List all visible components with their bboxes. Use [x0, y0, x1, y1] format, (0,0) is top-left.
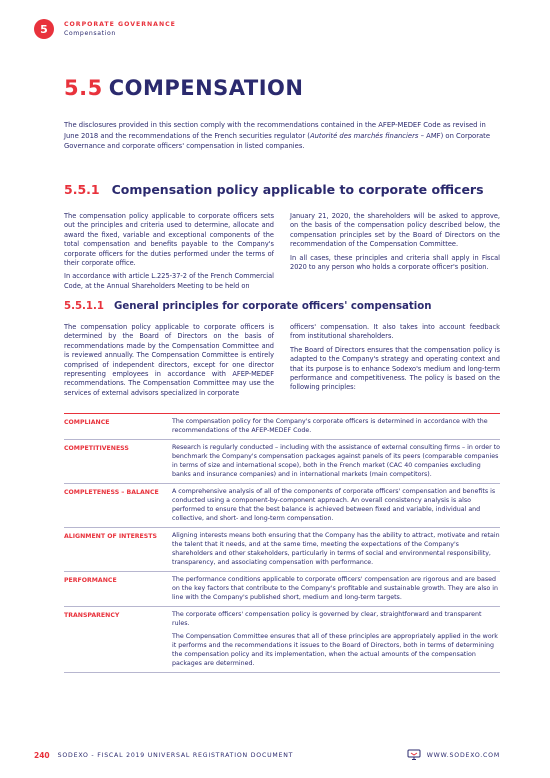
- intro-italic: Autorité des marchés financiers: [309, 131, 419, 140]
- paragraph: The performance conditions applicable to corporate officers' compensation are rigorous and are based on the key factors that contribute to the Company's profitable and sustainable growth. They are also in line with the Company's published short, medium and long-term targets.: [172, 576, 498, 601]
- paragraph: The corporate officers' compensation policy is governed by clear, straightforward and transparent rules.: [172, 611, 482, 627]
- principle-term: PERFORMANCE: [64, 577, 117, 584]
- page-number: 240: [34, 750, 50, 760]
- principle-description: [172, 487, 500, 523]
- section-number: 5.5.1: [64, 182, 100, 197]
- paragraph: The compensation policy applicable to corporate officers sets out the principles and criteria used to determine, allocate and award the fixed, variable and exceptional components of the total compensation and benefits payable to the Company's corporate officers for the duties performed under the terms of their corporate office.: [64, 212, 274, 268]
- right-column: [290, 323, 500, 402]
- right-column: [290, 212, 500, 295]
- website-url[interactable]: WWW.SODEXO.COM: [426, 751, 500, 759]
- document-title: SODEXO - FISCAL 2019 UNIVERSAL REGISTRATION DOCUMENT: [57, 751, 294, 759]
- section-heading-5-5-1: [64, 182, 484, 197]
- paragraph: The Board of Directors ensures that the compensation policy is adapted to the Company's strategy and operating context and that its purpose is to enhance Sodexo's medium and long-term performance and competitiveness. The policy is based on the following principles:: [290, 345, 500, 392]
- subsection-number: 5.5.1.1: [64, 301, 104, 312]
- intro-text-1: The disclosures provided in this section comply with the recommendations contained in the AFEP-MEDEF Code as revised in June 2018 and the recommendations of the French securities regulator (: [64, 121, 486, 140]
- computer-icon: [407, 749, 421, 761]
- header-subsection: Compensation: [64, 30, 116, 37]
- principle-description: [172, 575, 500, 602]
- table-row: [64, 414, 500, 440]
- principles-table: [64, 413, 500, 673]
- title-text: COMPENSATION: [108, 76, 304, 100]
- intro-paragraph: [64, 120, 500, 152]
- section-5-5-1-1-body: [64, 323, 500, 402]
- paragraph: In accordance with article L.225-37-2 of the French Commercial Code, at the Annual Shareholders Meeting to be held on: [64, 272, 274, 290]
- left-column: [64, 323, 274, 402]
- table-row: [64, 484, 500, 528]
- paragraph: The compensation policy for the Company's corporate officers is determined in accordance with the recommendations of the AFEP-MEDEF Code.: [172, 418, 488, 434]
- page-footer: [34, 749, 500, 761]
- paragraph: Aligning interests means both ensuring that the Company has the ability to attract, motivate and retain the talent that it needs, and at the same time, meeting the expectations of the Company's shareholders and other stakeholders, particularly in terms of social and environmental responsibility, transparency, and associating compensation with performance.: [172, 532, 500, 566]
- table-row: [64, 607, 500, 673]
- principle-description: [172, 610, 500, 668]
- table-row: [64, 440, 500, 484]
- intro-text-2: – AMF) on Corporate Governance and corporate officers' compensation in listed companies.: [64, 131, 491, 150]
- left-column: [64, 212, 274, 295]
- subsection-title: General principles for corporate officers' compensation: [113, 301, 432, 312]
- paragraph: officers' compensation. It also takes into account feedback from institutional shareholders.: [290, 323, 500, 341]
- section-5-5-1-body: [64, 212, 500, 295]
- section-title: Compensation policy applicable to corporate officers: [111, 182, 484, 197]
- header-section: CORPORATE GOVERNANCE: [64, 21, 176, 28]
- website-link[interactable]: [407, 749, 500, 761]
- paragraph: In all cases, these principles and criteria shall apply in Fiscal 2020 to any person who holds a corporate officer's position.: [290, 253, 500, 272]
- chapter-badge: 5: [34, 19, 54, 39]
- principle-description: [172, 531, 500, 567]
- principle-description: [172, 443, 500, 479]
- principle-term: ALIGNMENT OF INTERESTS: [64, 533, 157, 540]
- table-row: [64, 528, 500, 572]
- principle-term: TRANSPARENCY: [64, 612, 120, 619]
- title-number: 5.5: [64, 76, 103, 100]
- principle-description: [172, 417, 500, 435]
- paragraph: The compensation policy applicable to corporate officers is determined by the Board of Directors on the basis of recommendations made by the Compensation Committee and is reviewed annually. The Compensation Committee is entirely comprised of independent directors, except for one director representing employees in accordance with AFEP-MEDEF recommendations. The Compensation Committee may use the services of external advisors specialized in corporate: [64, 323, 274, 397]
- principle-term: COMPLIANCE: [64, 419, 110, 426]
- running-header: [64, 20, 176, 38]
- paragraph: A comprehensive analysis of all of the components of corporate officers' compensation and benefits is conducted using a component-by-component approach. An overall consistency analysis is also performed to ensure that the best balance is achieved between fixed and variable, individual and collective, and short- and long-term compensation.: [172, 488, 496, 522]
- principle-term: COMPETITIVENESS: [64, 445, 129, 452]
- principle-term: COMPLETENESS – BALANCE: [64, 489, 159, 496]
- table-row: [64, 572, 500, 607]
- page-title: [64, 76, 304, 100]
- subsection-heading-5-5-1-1: [64, 301, 432, 312]
- paragraph: The Compensation Committee ensures that all of these principles are appropriately applied in the work it performs and the recommendations it issues to the Board of Directors, both in terms of determining the compensation policy and its implementation, when the actual amounts of the compensation packages are determined.: [172, 633, 498, 667]
- paragraph: Research is regularly conducted – including with the assistance of external consulting firms – in order to benchmark the Company's compensation packages against panels of its peers (comparable companies in terms of size and international scope), both in the French market (CAC 40 companies excluding banks and insurance companies) and in international markets (main competitors).: [172, 444, 501, 478]
- paragraph: January 21, 2020, the shareholders will be asked to approve, on the basis of the compensation policy described below, the compensation principles set by the Board of Directors on the recommendation of the Compensation Committee.: [290, 212, 500, 249]
